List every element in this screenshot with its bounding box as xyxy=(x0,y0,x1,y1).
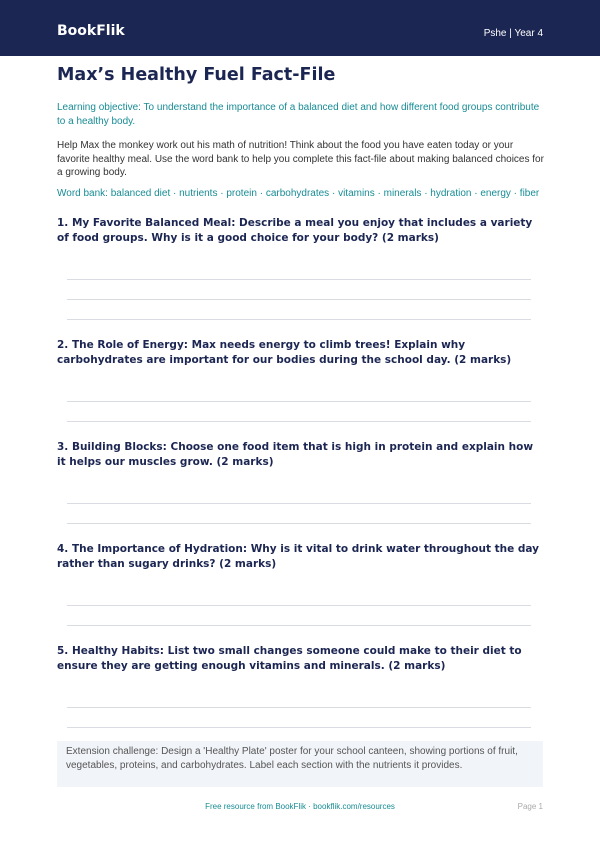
subject-year-label: Pshe | Year 4 xyxy=(483,28,543,39)
question-3: 3. Building Blocks: Choose one food item that is high in protein and explain how it helps our muscles grow. (2 marks) xyxy=(57,441,534,468)
answer-line[interactable] xyxy=(67,299,531,300)
header-bar xyxy=(0,0,600,56)
answer-line[interactable] xyxy=(67,401,531,402)
answer-line[interactable] xyxy=(67,707,531,708)
footer-credit[interactable]: Free resource from BookFlik · bookflik.com/resources xyxy=(205,802,395,811)
answer-line[interactable] xyxy=(67,279,531,280)
answer-line[interactable] xyxy=(67,625,531,626)
answer-line[interactable] xyxy=(67,319,531,320)
answer-line[interactable] xyxy=(67,727,531,728)
brand-logo-text[interactable]: BookFlik xyxy=(57,23,125,39)
extension-challenge-box xyxy=(57,741,543,787)
answer-line[interactable] xyxy=(67,421,531,422)
question-5: 5. Healthy Habits: List two small changes someone could make to their diet to ensure they are getting enough vitamins and minerals. (2 marks) xyxy=(57,645,522,672)
extension-challenge-text: Extension challenge: Design a 'Healthy Plate' poster for your school canteen, showing portions of fruit, vegetables, proteins, and carbohydrates. Label each section with the nutrients it provides. xyxy=(66,746,518,771)
page-number: Page 1 xyxy=(517,802,543,811)
answer-line[interactable] xyxy=(67,605,531,606)
word-bank: Word bank: balanced diet · nutrients · protein · carbohydrates · vitamins · minerals · hydration · energy · fiber xyxy=(57,188,540,199)
question-4: 4. The Importance of Hydration: Why is it vital to drink water throughout the day rather than sugary drinks? (2 marks) xyxy=(57,543,540,570)
page-title: Max’s Healthy Fuel Fact-File xyxy=(57,65,336,85)
answer-line[interactable] xyxy=(67,523,531,524)
question-2: 2. The Role of Energy: Max needs energy to climb trees! Explain why carbohydrates are important for our bodies during the school day. (2 marks) xyxy=(57,339,512,366)
question-1: 1. My Favorite Balanced Meal: Describe a meal you enjoy that includes a variety of food groups. Why is it a good choice for your body? (2 marks) xyxy=(57,217,533,244)
answer-line[interactable] xyxy=(67,503,531,504)
intro-paragraph: Help Max the monkey work out his math of nutrition! Think about the food you have eaten today or your favorite healthy meal. Use the word bank to help you complete this fact-file about making balanced choices for a growing body. xyxy=(57,140,544,178)
learning-objective: Learning objective: To understand the importance of a balanced diet and how different food groups contribute to a healthy body. xyxy=(57,102,540,127)
